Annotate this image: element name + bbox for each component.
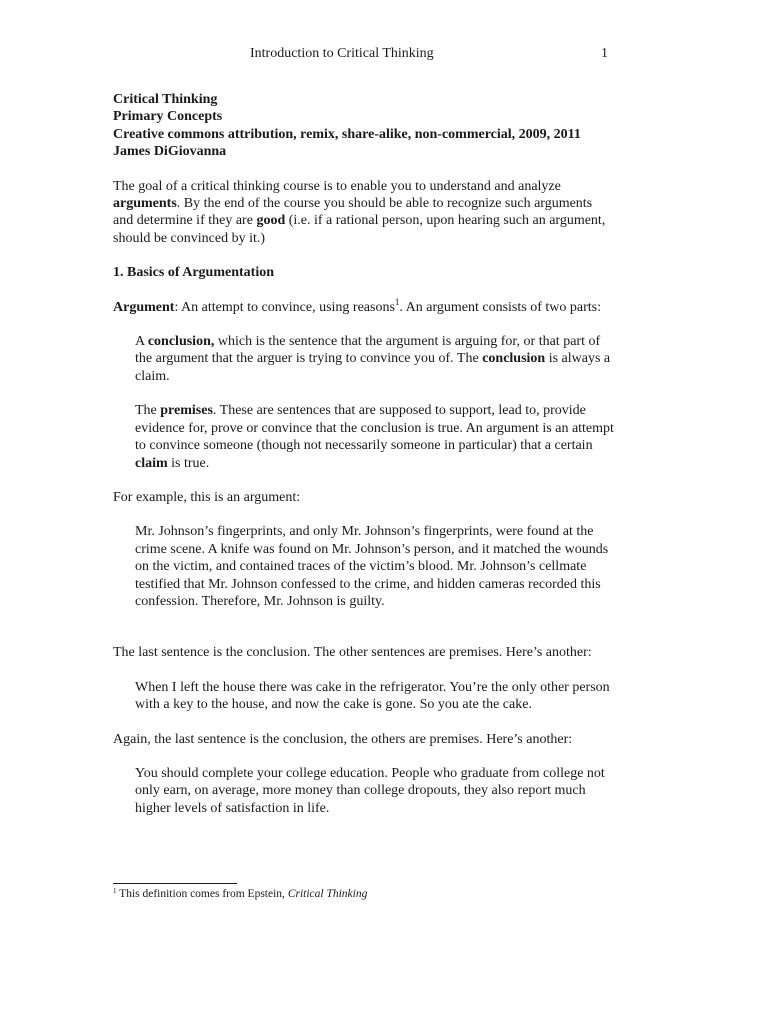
footnote [113,888,367,900]
document-subtitle: Primary Concepts [113,109,223,125]
example-1-explanation: The last sentence is the conclusion. The other sentences are premises. Here’s another: [113,645,592,661]
page-body [113,91,613,834]
intro-bold-arguments: arguments [113,196,177,212]
example-argument-2: When I left the house there was cake in the refrigerator. You’re the only other person with a key to the house, and now the cake is gone. So you ate the cake. [135,679,610,713]
bold-term: conclusion, [147,334,215,350]
example-argument-3: You should complete your college education. People who graduate from college not only earn, on average, more money than college dropouts, they also report much higher levels of satisfaction in life. [135,765,605,816]
definition-text: : An attempt to convince, using reasons [174,299,395,315]
paragraph-text: The [135,403,161,419]
intro-text: . By the end of the course you should be able to recognize such arguments and determine if they are [113,196,593,229]
example-argument-1: Mr. Johnson’s fingerprints, and only Mr. Johnson’s fingerprints, were found at the crime scene. A knife was found on Mr. Johnson’s person, and it matched the wounds on the victim, and contained traces of the victim’s blood. Mr. Johnson’s cellmate testified that Mr. Johnson confessed to the crime, and hidden cameras recorded this confession. Therefore, Mr. Johnson is guilty. [135,524,609,609]
definition-term: Argument [113,299,175,315]
paragraph-text: is true. [167,455,210,471]
footnote-text: This definition comes from Epstein, [116,888,288,900]
bold-term: premises [160,403,213,419]
conclusion-paragraph [135,333,615,385]
section-heading: 1. Basics of Argumentation [113,265,274,281]
bold-term: conclusion [482,351,546,367]
paragraph-text: . These are sentences that are supposed to support, lead to, provide evidence for, prove or convince that the conclusion is true. An argument is an attempt to convince someone (though not necessarily someone in particular) that a certain [135,403,614,454]
definition-text: . An argument consists of two parts: [399,299,601,315]
premises-paragraph [135,402,615,472]
example-2-explanation: Again, the last sentence is the conclusion, the others are premises. Here’s another: [113,731,573,747]
document-title-block [113,91,613,161]
for-example-text: For example, this is an argument: [113,489,301,505]
footnote-number: 1 [113,887,117,895]
footnote-reference[interactable]: 1 [394,296,400,307]
paragraph-text: is always a claim. [135,351,611,384]
footnote-book-title: Critical Thinking [287,888,368,900]
intro-paragraph [113,178,613,248]
intro-text: The goal of a critical thinking course is to enable you to understand and analyze [113,178,561,194]
argument-definition [113,296,613,316]
paragraph-text: A [135,334,148,350]
page-number: 1 [601,46,608,61]
intro-bold-good: good [256,213,286,229]
document-title: Critical Thinking [113,92,218,107]
bold-term: claim [135,455,168,471]
license-notice: Creative commons attribution, remix, share-alike, non-commercial, 2009, 2011 James DiGiovanna [113,126,581,160]
intro-text: (i.e. if a rational person, upon hearing such an argument, should be convinced by it.) [113,213,606,246]
paragraph-text: which is the sentence that the argument is arguing for, or that part of the argument that the arguer is trying to convince you of. The [135,334,601,367]
footnote-separator [113,883,237,884]
header-title: Introduction to Critical Thinking [250,46,434,61]
page-header [0,46,768,66]
